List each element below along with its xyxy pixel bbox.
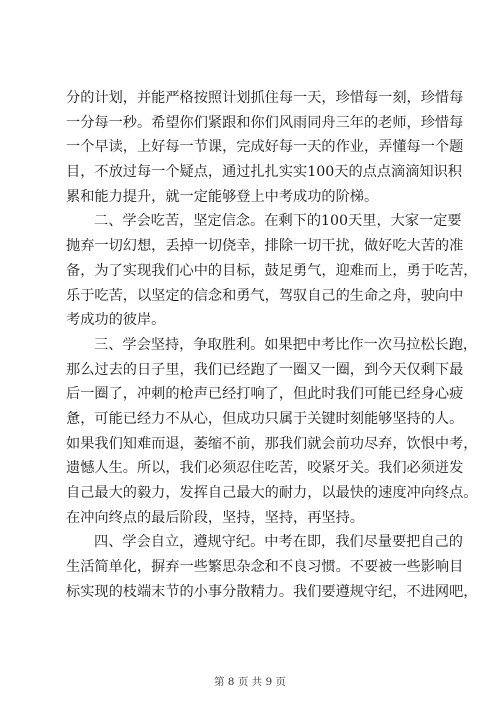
text-line: 后一圈了，冲刺的枪声已经打响了，但此时我们可能已经身心疲	[66, 386, 464, 403]
text-line: 分的计划，并能严格按照计划抓住每一天，珍惜每一刻，珍惜每	[66, 90, 464, 106]
text-line: 遗憾人生。所以，我们必须忍住吃苦，咬紧牙关。我们必须迸发	[66, 460, 464, 477]
text-line: 如果我们知难而退，萎缩不前，那我们就会前功尽弃，饮恨中考，	[66, 435, 478, 452]
text-line: 一分每一秒。希望你们紧跟和你们风雨同舟三年的老师，珍惜每	[66, 114, 464, 131]
text-line: 自己最大的毅力，发挥自己最大的耐力，以最快的速度冲向终点。	[66, 485, 478, 501]
text-line: 目，不放过每一个疑点，通过扎扎实实100天的点点滴滴知识积	[66, 164, 462, 181]
page-number-footer: 第 8 页 共 9 页	[213, 676, 287, 688]
text-line: 抛弃一切幻想，丢掉一切侥幸，排除一切干扰，做好吃大苦的准	[66, 238, 464, 255]
paragraph-heading-line: 二、学会吃苦，坚定信念。在剩下的100天里，大家一定要	[94, 213, 462, 230]
document-body	[66, 86, 478, 604]
text-line: 备，为了实现我们心中的目标，鼓足勇气，迎难而上，勇于吃苦，	[66, 262, 478, 279]
paragraph-heading-line: 三、学会坚持，争取胜利。如果把中考比作一次马拉松长跑，	[94, 336, 478, 353]
text-line: 惫，可能已经力不从心，但成功只属于关键时刻能够坚持的人。	[66, 410, 464, 427]
text-line: 在冲向终点的最后阶段，坚持，坚持，再坚持。	[66, 509, 364, 526]
paragraph-heading-line: 四、学会自立，遵规守纪。中考在即，我们尽量要把自己的	[94, 534, 463, 551]
text-line: 乐于吃苦，以坚定的信念和勇气，驾驭自己的生命之舟，驶向中	[66, 287, 464, 304]
text-line: 标实现的枝端末节的小事分散精力。我们要遵规守纪，不进网吧，	[66, 583, 478, 600]
text-line: 考成功的彼岸。	[66, 312, 166, 329]
text-line: 一个早读，上好每一节课，完成好每一天的作业，弄懂每一个题	[66, 139, 464, 156]
text-line: 那么过去的日子里，我们已经跑了一圈又一圈，到今天仅剩下最	[66, 361, 464, 378]
text-line: 累和能力提升，就一定能够登上中考成功的阶梯。	[66, 188, 379, 205]
text-line: 生活简单化，摒弃一些繁思杂念和不良习惯。不要被一些影响目	[66, 559, 464, 576]
